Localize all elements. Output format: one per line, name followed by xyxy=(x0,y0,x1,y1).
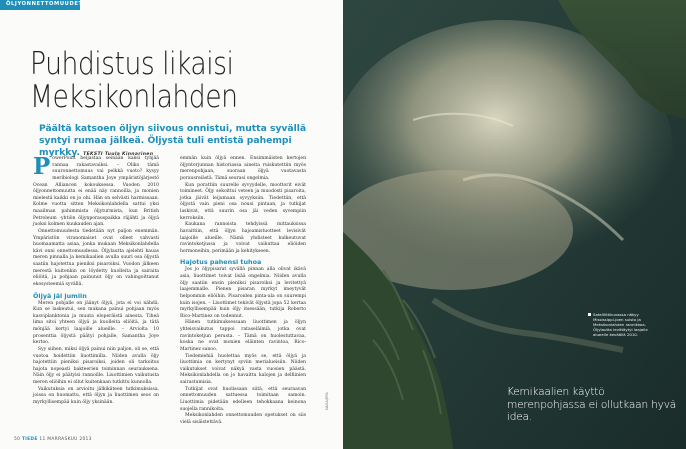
body-paragraph xyxy=(180,183,306,223)
paragraph-text: Vaikutuksia on arvioitu jälkikäteen tutkimuksissa, joissa on huomattu, että öljyn ja liuottimen seos on myrkyllisempää kuin öljy yksinään. xyxy=(33,386,159,405)
photo-credit: NASA/EPA xyxy=(325,392,329,410)
body-paragraph xyxy=(180,354,306,387)
body-column-2 xyxy=(180,156,306,426)
section-label: ÖLJYONNETTOMUUDET xyxy=(6,1,83,7)
body-paragraph xyxy=(180,267,306,320)
paragraph-text: Kaukana rannoista tehdyissä mittauksissa havaittiin, että öljyn hajoamistuotteet levisivät laajoille alueille. Nämä yhdisteet kulkeutuvat ravintoketjussa ja voivat vaikuttaa eliöiden hormoneihin, perimään ja kehitykseen. xyxy=(180,222,306,254)
paragraph-text: Meksikonlahden onnettomuuden opetukset on siis vielä sisäistettävä. xyxy=(180,413,306,425)
paragraph-text: Meren pohjalle on jäänyt öljyä, jota ei voi nähdä. Kun se laskeutui, sen mukana painui pohjaan myös kasviplanktonia ja muuta eloperäistä ainesta. Tiheä lima sitoi yhteen öljyä ja kuolleita eliöitä, ja tätä mönjää kertyi laajoille alueille. – Arviolta 10 prosenttia öljystä päätyi pohjalle, Samantha Joye kertoo. xyxy=(33,300,159,346)
magazine-name: TIEDE xyxy=(21,437,38,442)
drop-cap: P xyxy=(33,153,51,180)
photo-page xyxy=(343,0,686,449)
photo-caption: Satelliittikuvassa näkyy Mississippi-joen suisto ja Meksikonlahden rannikkoa. Öljylautta levittäytyi laajalle alueelle keväällä 2010. xyxy=(593,312,648,338)
standfirst-text: Päältä katsoen öljyn siivous onnistui, mutta syvällä syntyi rumaa jälkeä. Öljystä tuli entistä pahempi myrkky. xyxy=(39,123,307,158)
folio xyxy=(14,437,92,442)
paragraph-text: Tiedemiehiä huolettaa myös se, että öljyä ja liuottimia on kertynyt syviin merialueisiin. Niiden vaikutukset voivat näkyä vasta vuosien päästä. Meksikonlahdella on jo havaittu kalojen ja delfiinien sairastumisia. xyxy=(180,353,306,385)
paragraph-text: Jos jo öljypisarat syvällä pinnan alla olivat ikävä asia, liuottimet toivat lisää ongelmia. Niiden avulla öljy saatiin ensin pieniksi pisaroiksi ja levitettyä laajemmalle. Pienen pisaran myrkyt imeytyvät helpommin eliöihin. Pisaroiden pinta-ala on suurempi kuin isojen. – Liuottimet tekivät öljystä jopa 52 kertaa myrkyllisempää kuin öljy itsessään, tutkija Roberto Rico-Martinez on todennut. xyxy=(180,267,306,319)
body-paragraph xyxy=(33,387,159,407)
headline: Puhdistus likaisi Meksikonlahden xyxy=(30,46,238,115)
body-paragraph xyxy=(180,320,306,353)
section-tab xyxy=(0,0,83,10)
subhead: Hajotus pahensi tuhoa xyxy=(180,258,262,267)
body-paragraph xyxy=(33,229,159,289)
byline: TEKSTI Tuula Kinnarinen xyxy=(83,152,154,157)
body-paragraph xyxy=(33,347,159,387)
paragraph-text: emmän kuin öljyä ennen. Ensimmäisten kertojen öljyntorjunnan historiassa aineita ruiskutettiin myös merenpohjaan, suoraan öljyä vuotavasta porausreiästä. Tämä seurasi ongelmia. xyxy=(180,156,306,181)
page-number: 50 xyxy=(14,437,21,442)
issue-info: 11 MARRASKUU 2013 xyxy=(39,437,92,442)
body-paragraph xyxy=(180,156,306,183)
paragraph-text: Hänen tutkimuksessaan liuottimen ja öljyn yhteisvaikutus tappoi rataseläimiä, jotka ovat ravintoketjun perusta. – Tämä on huolestuttavaa, koska ne ovat monien eläinten ravintoa, Rico-Martinez sanoo. xyxy=(180,320,306,352)
subhead: Öljyä jäi jumiin xyxy=(33,291,87,300)
paragraph-text: Onnettomuudesta tiedetään nyt paljon enemmän. Ympäristön viranomaiset ovat olleet vahvasti huomaamatta asiaa, jonka mukaan Meksikonlahdella kävi onni onnettomuudessa. Öljylautta ajelehti kauas meren pinnalla ja kemikaalien avulla suuri osa öljystä saatiin hajotettua pieniksi pisaroiksi. Vuodon jälkeen merestä kuitenkin on löydetty kuolleita ja sairaita eliöitä, ja pohjaan painunut öljy on vahingoittanut ekosysteemiä syvällä. xyxy=(33,228,159,287)
body-paragraph xyxy=(180,413,306,426)
paragraph-text: Tutkijat ovat huolissaan siitä, että seuraavan onnettomuuden sattuessa toimitaan samoin. Liuottimia pidetään edelleen tehokkaana keinona suojella rannikoita. xyxy=(180,386,306,412)
paragraph-text: owerPoint heijastaa seinään kaksi tyhjää rannaa rakastavaiksi. – Olikо tämä suuronnettomuus vai pelkkä vuoto? kysyy meribiologi Samantha Joye ympäristöjärjestö Ocean Alliancen kokouksessa. Vuoden 2010 öljyonnettomuutta ei enää näy rannoilla, ja monien mielestä kaikki on jo ohi. Hän on selvästi harmissaan. Kolme vuotta sitten Meksikonlahdella sattui yksi maailman pahimmista öljyturmista, kun British Petroleum -yhtiön öljynporauspaikka räjähti ja öljyä juoksi kolmen kuukauden ajan. xyxy=(33,156,159,228)
paragraph-text: Syy siihen, miksi öljyä painui niin paljon, oli se, että vuotoa hoidettiin liuottimilla. Niiden avulla öljy hajotettiin pieniksi pisaroiksi, joiden oli tarkoitus hajota nopeasti bakteerien toiminnan seurauksena. Näin öljy ei päätyisi rannoille. Liuottimien vaikutusta meren eliöihin ei ollut kuitenkaan tutkittu kunnolla. xyxy=(33,346,159,385)
satellite-image xyxy=(343,0,686,449)
paragraph-text: Kun porattiin suurelle syvyydelle, moottorit eivät toimineet. Öljy sekoittui veteen ja muodosti pisaroita, jotka jäivät leijumaan syvyyksiin. Tiedettiin, että öljystä vain pieni osa nousi pintaan, ja tutkijat laskivat, että suurin osa jäi veden syvempiin kerroksiin. xyxy=(180,182,306,221)
body-paragraph xyxy=(180,387,306,414)
body-paragraph xyxy=(33,301,159,347)
body-paragraph xyxy=(180,222,306,255)
caption-bullet xyxy=(588,313,591,316)
pull-quote: Kemikaalien käyttö merenpohjassa ei ollutkaan hyvä idea. xyxy=(507,386,677,424)
caption-block xyxy=(593,312,657,337)
